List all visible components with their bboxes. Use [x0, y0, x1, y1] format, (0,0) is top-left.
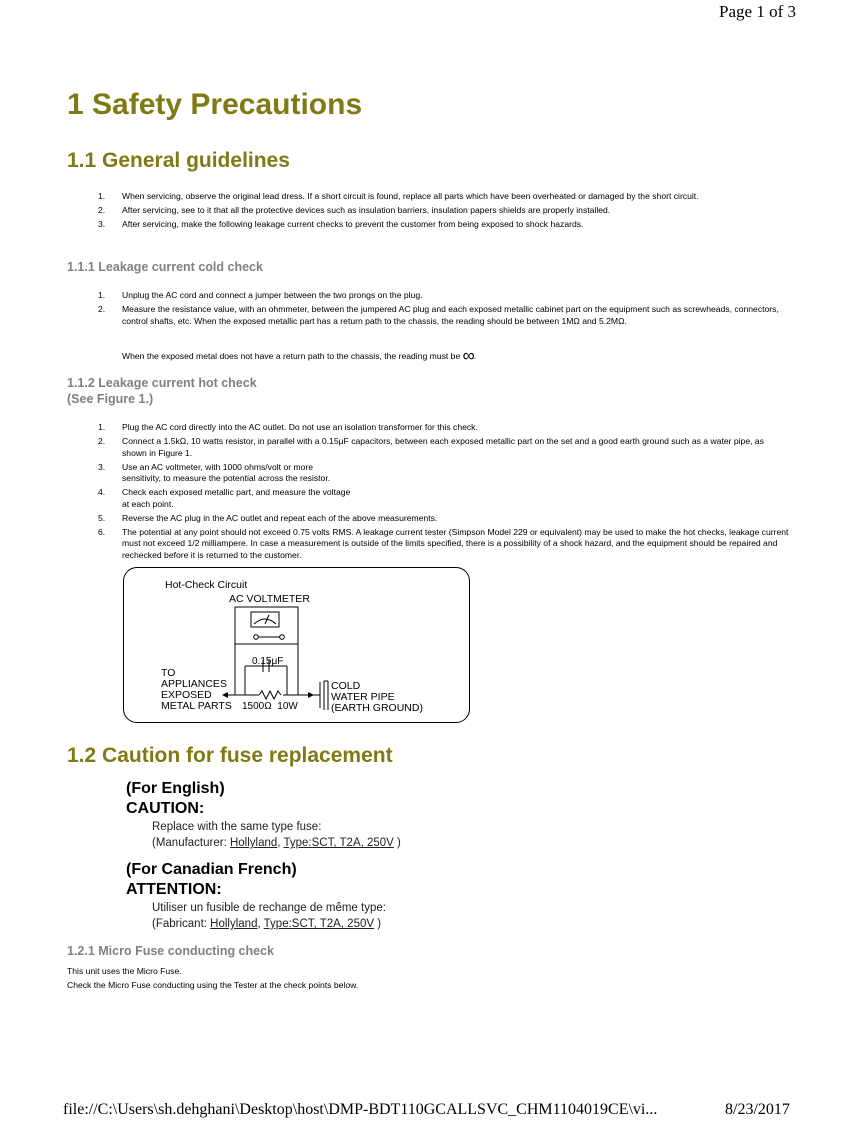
circuit-wires — [224, 637, 320, 708]
left-label-4: METAL PARTS — [161, 700, 232, 712]
left-label-3: EXPOSED — [161, 689, 212, 701]
right-label-2: WATER PIPE — [331, 691, 395, 703]
general-guidelines-heading: 1.1 General guidelines — [67, 149, 290, 172]
manufacturer-name: Hollyland — [229, 837, 278, 849]
fuse-replacement-heading: 1.2 Caution for fuse replacement — [67, 744, 393, 767]
page-title: 1 Safety Precautions — [67, 88, 363, 121]
caution-english — [126, 779, 401, 851]
attention-line-2: (Fabricant: Hollyland, Type:SCT, T2A, 250V ) — [152, 918, 382, 930]
list-item: 2. Measure the resistance value, with an ohmmeter, between the jumpered AC plug and each exposed metallic cabinet part on the equipment such as screwheads, connectors, control shafts, etc. When the exposed metallic part has a return path to the chassis, the reading should be between 1MΩ and 5.2MΩ. — [98, 303, 779, 326]
circuit-diagram — [124, 568, 469, 722]
infinity-symbol: ∞ — [462, 346, 474, 365]
left-label-2: APPLIANCES — [161, 678, 227, 690]
cold-check-heading: 1.1.1 Leakage current cold check — [67, 260, 263, 274]
fuse-type: Type:SCT, T2A, 250V — [283, 837, 394, 849]
figure-title: Hot-Check Circuit — [165, 579, 248, 591]
hot-check-list — [98, 422, 790, 564]
water-pipe-symbol — [324, 681, 328, 710]
hot-check-heading: 1.1.2 Leakage current hot check (See Figure 1.) — [67, 376, 257, 406]
arrow-right-icon — [308, 692, 314, 698]
list-item: 6. The potential at any point should not exceed 0.75 volts RMS. A leakage current tester (Simpson Model 229 or equivalent) may be used to make the hot checks, leakage current must not exceed 1/2 milliampere. In case a measurement is outside of the limits specified, there is a possibility of a shock hazard, and the equipment should be repaired and rechecked before it is returned to the customer. — [98, 526, 789, 560]
fuse-type: Type:SCT, T2A, 250V — [263, 918, 375, 930]
caution-french — [126, 860, 386, 932]
resistor-label: 1500Ω 10W — [242, 701, 298, 712]
capacitor-label: 0.15μF — [252, 656, 284, 667]
french-label: (For Canadian French) — [126, 861, 297, 878]
list-item: 2. Connect a 1.5kΩ, 10 watts resistor, in parallel with a 0.15μF capacitors, between each exposed metallic part on the set and a good earth ground such as a water pipe, as shown in Figure 1. — [98, 435, 764, 458]
micro-fuse-text: This unit uses the Micro Fuse. Check the Micro Fuse conducting using the Tester at the check points below. — [67, 966, 359, 990]
list-item: 3. After servicing, make the following leakage current checks to prevent the customer from being exposed to shock hazards. — [98, 218, 584, 229]
attention-word: ATTENTION: — [126, 881, 222, 898]
attention-line-1: Utiliser un fusible de rechange de même type: — [152, 902, 386, 914]
micro-fuse-heading: 1.2.1 Micro Fuse conducting check — [67, 944, 275, 958]
cold-check-note: When the exposed metal does not have a return path to the chassis, the reading must be ∞. — [122, 346, 477, 365]
general-guidelines-list — [98, 191, 788, 233]
page-footer — [63, 1101, 790, 1119]
cold-check-list — [98, 290, 790, 330]
list-item: 1. Plug the AC cord directly into the AC outlet. Do not use an isolation transformer for this check. — [98, 422, 478, 432]
list-item: 1. When servicing, observe the original lead dress. If a short circuit is found, replace all parts which have been overheated or damaged by the short circuit. — [98, 191, 699, 201]
voltmeter-icon — [235, 607, 298, 644]
english-label: (For English) — [126, 780, 225, 797]
file-path: file://C:\Users\sh.dehghani\Desktop\host\DMP-BDT110GCALLSVC_CHM1104019CE\vi... — [63, 1101, 658, 1118]
caution-line-2: (Manufacturer: Hollyland, Type:SCT, T2A, 250V ) — [152, 837, 401, 849]
list-item: 5. Reverse the AC plug in the AC outlet and repeat each of the above measurements. — [98, 512, 438, 523]
right-label-3: (EARTH GROUND) — [331, 702, 423, 714]
left-label-1: TO — [161, 667, 176, 679]
caution-line-1: Replace with the same type fuse: — [152, 821, 322, 833]
caution-word: CAUTION: — [126, 800, 205, 817]
arrow-left-icon — [222, 692, 228, 698]
resistor-symbol — [259, 691, 281, 699]
manufacturer-name: Hollyland — [210, 918, 258, 930]
page-indicator: Page 1 of 3 — [719, 2, 796, 21]
list-item: 2. After servicing, see to it that all the protective devices such as insulation barriers, insulation papers shields are properly installed. — [98, 204, 611, 215]
hot-check-circuit-figure — [123, 567, 470, 723]
voltmeter-label: AC VOLTMETER — [229, 593, 310, 605]
list-item: 1. Unplug the AC cord and connect a jumper between the two prongs on the plug. — [98, 290, 423, 300]
print-date: 8/23/2017 — [725, 1101, 790, 1118]
list-item: 3. Use an AC voltmeter, with 1000 ohms/volt or more sensitivity, to measure the potential across the resistor. — [98, 461, 331, 484]
right-label-1: COLD — [331, 680, 361, 692]
list-item: 4. Check each exposed metallic part, and measure the voltage at each point. — [98, 487, 351, 509]
